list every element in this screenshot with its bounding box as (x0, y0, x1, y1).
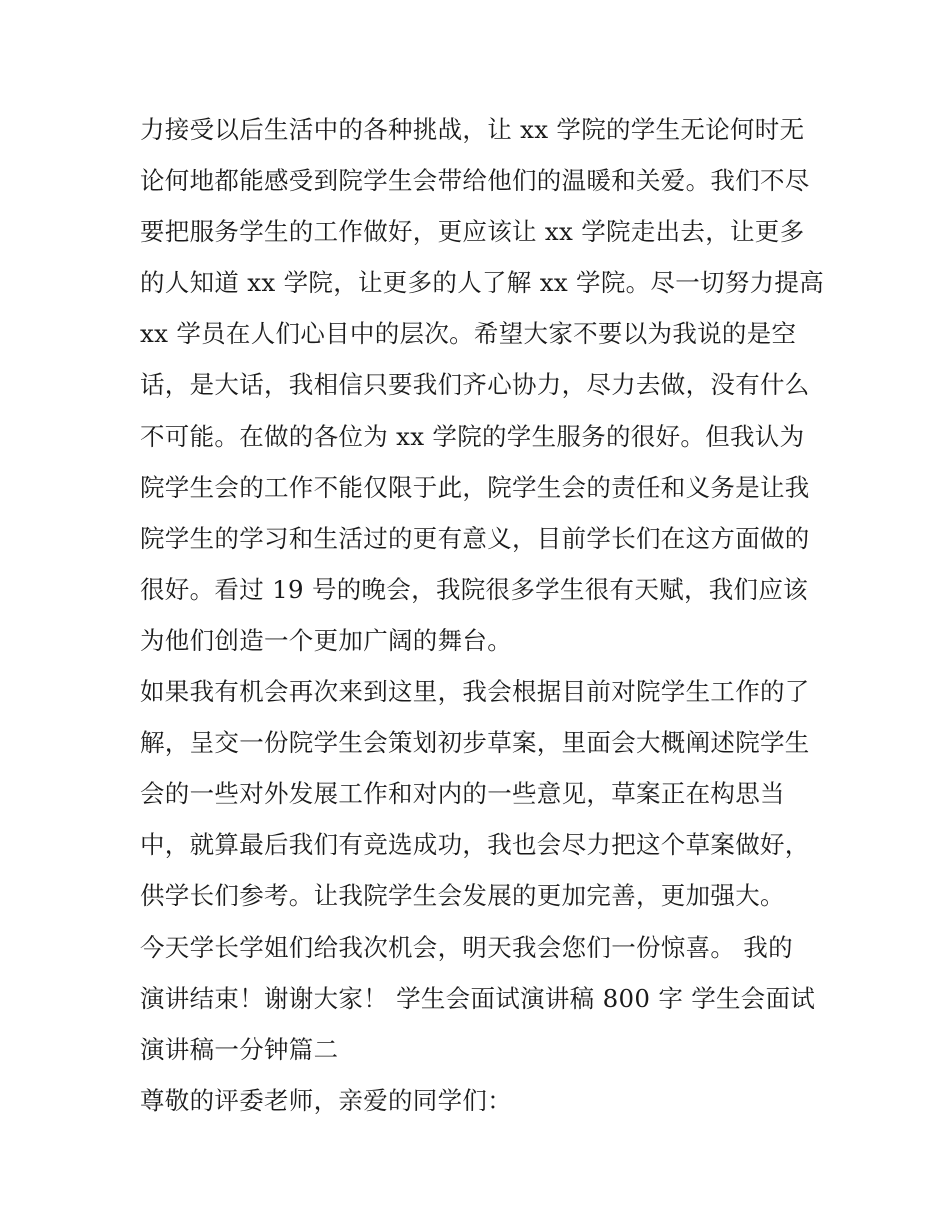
text-line: xx 学员在人们心目中的层次。希望大家不要以为我说的是空 (140, 319, 797, 349)
text-line: 要把服务学生的工作做好，更应该让 xx 学院走出去，让更多 (140, 217, 805, 247)
text-line: 今天学长学姐们给我次机会，明天我会您们一份惊喜。 我的 (140, 932, 793, 962)
document-body (140, 104, 825, 1126)
text-line: 不可能。在做的各位为 xx 学院的学生服务的很好。但我认为 (140, 421, 805, 451)
text-line: 如果我有机会再次来到这里，我会根据目前对院学生工作的了 (140, 677, 810, 707)
text-line: 尊敬的评委老师，亲爱的同学们： (140, 1085, 512, 1115)
text-line: 解，呈交一份院学生会策划初步草案，里面会大概阐述院学生 (140, 728, 810, 758)
text-line: 演讲稿一分钟篇二 (140, 1034, 339, 1064)
text-line: 院学生会的工作不能仅限于此，院学生会的责任和义务是让我 (140, 472, 810, 502)
text-line: 为他们创造一个更加广阔的舞台。 (140, 625, 512, 655)
text-line: 论何地都能感受到院学生会带给他们的温暖和关爱。我们不尽 (140, 166, 810, 196)
text-line: 供学长们参考。让我院学生会发展的更加完善，更加强大。 (140, 881, 785, 911)
text-line: 会的一些对外发展工作和对内的一些意见，草案正在构思当 (140, 779, 785, 809)
text-line: 院学生的学习和生活过的更有意义，目前学长们在这方面做的 (140, 523, 810, 553)
text-line: 的人知道 xx 学院，让更多的人了解 xx 学院。尽一切努力提高 (140, 268, 825, 298)
text-line: 演讲结束！谢谢大家！ 学生会面试演讲稿 800 字 学生会面试 (140, 983, 816, 1013)
text-line: 力接受以后生活中的各种挑战，让 xx 学院的学生无论何时无 (140, 115, 805, 144)
text-line: 很好。看过 19 号的晚会，我院很多学生很有天赋，我们应该 (140, 574, 808, 604)
text-line: 话，是大话，我相信只要我们齐心协力，尽力去做，没有什么 (140, 370, 810, 400)
text-line: 中，就算最后我们有竞选成功，我也会尽力把这个草案做好， (140, 830, 810, 860)
